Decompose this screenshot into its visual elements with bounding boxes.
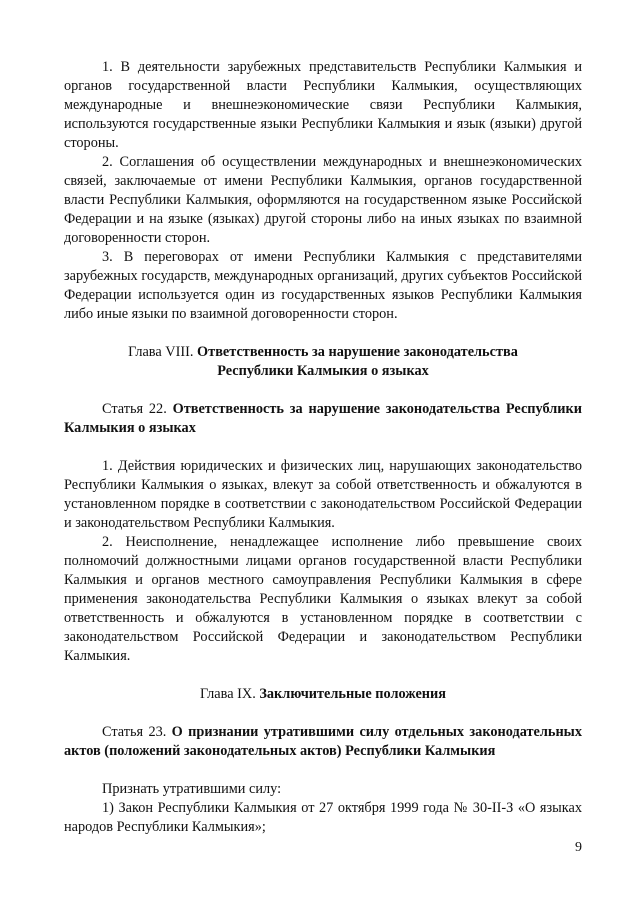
chapter8-prefix: Глава VIII. xyxy=(128,344,198,360)
chapter9-prefix: Глава IX. xyxy=(199,686,260,702)
document-page xyxy=(64,58,582,837)
article21-item-2: 2. Соглашения об осуществлении международных и внешнеэкономических связей, заключаемые от имени Республики Калмыкия, органов государственной власти Республики Калмыкия, оформляются на государственном языке Российской Федерации и на языке (языках) другой стороны либо на иных языках по взаимной договоренности сторон. xyxy=(64,154,582,246)
article22-item-2: 2. Неисполнение, ненадлежащее исполнение либо превышение своих полномочий должностными лицами органов государственной власти Республики Калмыкия и органов местного самоуправления Республики Калмыкия в сфере применения законодательства Республики Калмыкия о языках влекут за собой ответственность и обжалуются в установленном порядке в соответствии с законодательством Российской Федерации и законодательством Республики Калмыкия. xyxy=(64,534,582,664)
article23-item-1: 1) Закон Республики Калмыкия от 27 октября 1999 года № 30-II-З «О языках народов Республики Калмыкия»; xyxy=(64,800,582,835)
article23-intro: Признать утратившими силу: xyxy=(102,781,282,797)
article23-heading xyxy=(64,723,582,761)
article21-item-1: 1. В деятельности зарубежных представительств Республики Калмыкия и органов государственной власти Республики Калмыкия, осуществляющих международные и внешнеэкономические связи Республики Калмыкия, используются государственные языки Республики Калмыкия и язык (языки) другой стороны. xyxy=(64,59,582,151)
chapter9-heading xyxy=(64,685,582,704)
article22-heading xyxy=(64,400,582,438)
article23-prefix: Статья 23. xyxy=(102,724,172,740)
article23-title: О признании утратившими силу отдельных законодательных актов (положений законодательных актов) Республики Калмыкия xyxy=(64,724,582,759)
chapter8-title-line1: Ответственность за нарушение законодательства xyxy=(197,344,518,360)
page-number: 9 xyxy=(575,840,582,855)
article21-item-3: 3. В переговорах от имени Республики Калмыкия с представителями зарубежных государств, международных организаций, других субъектов Российской Федерации используется один из государственных языков Республики Калмыкия либо иные языки по взаимной договоренности сторон. xyxy=(64,249,582,322)
article22-item-1: 1. Действия юридических и физических лиц, нарушающих законодательство Республики Калмыкия о языках, влекут за собой ответственность и обжалуются в установленном порядке в соответствии с законодательством Российской Федерации и законодательством Республики Калмыкия. xyxy=(64,458,582,531)
chapter8-title-line2: Республики Калмыкия о языках xyxy=(217,363,429,379)
chapter8-heading xyxy=(64,343,582,381)
article22-title: Ответственность за нарушение законодательства Республики Калмыкия о языках xyxy=(64,401,583,436)
chapter9-title: Заключительные положения xyxy=(259,686,447,702)
article22-prefix: Статья 22. xyxy=(102,401,173,417)
